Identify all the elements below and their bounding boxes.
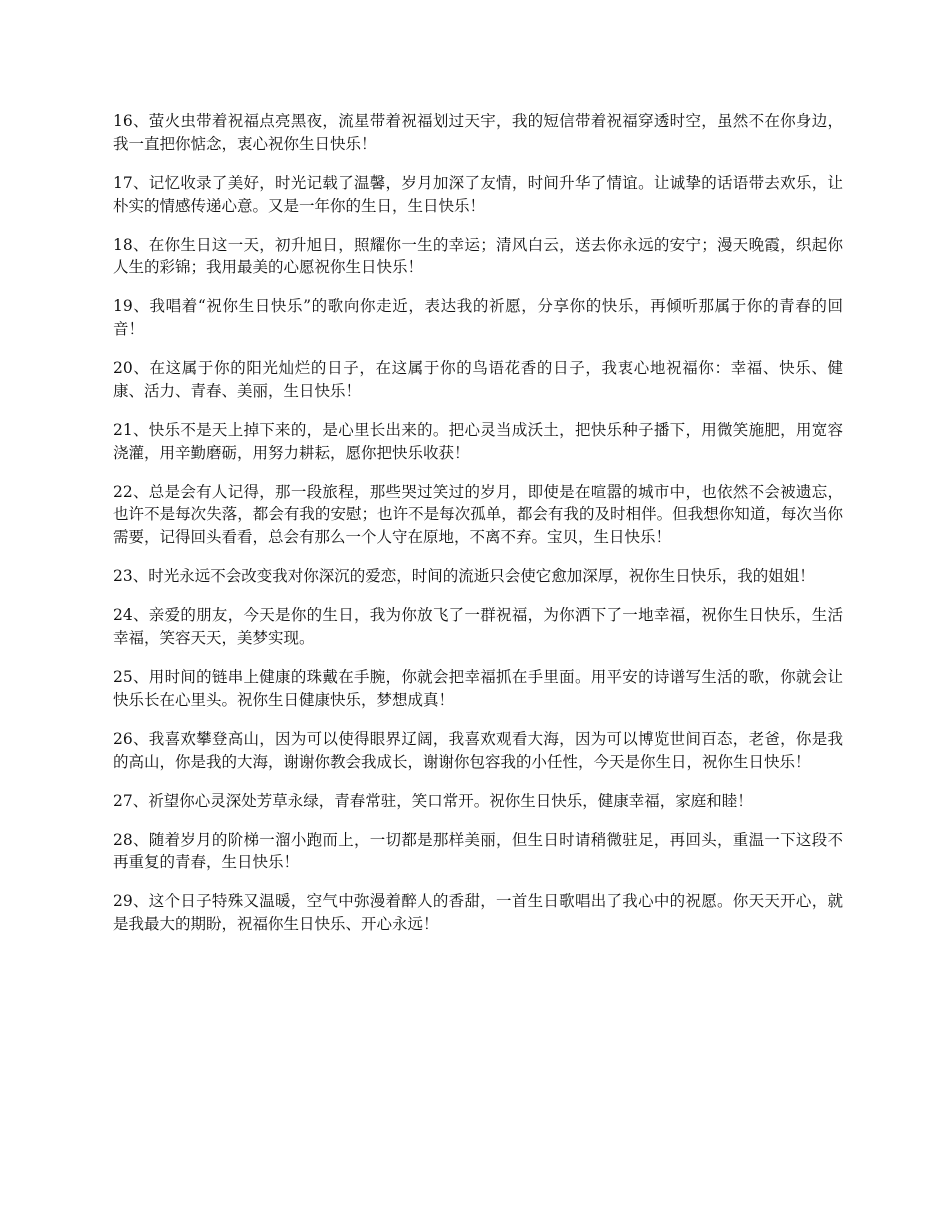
paragraph-18: 18、在你生日这一天，初升旭日，照耀你一生的幸运；清风白云，送去你永远的安宁；漫天晚霞，织起你人生的彩锦；我用最美的心愿祝你生日快乐！	[113, 235, 843, 277]
paragraph-26: 26、我喜欢攀登高山，因为可以使得眼界辽阔，我喜欢观看大海，因为可以博览世间百态，老爸，你是我的高山，你是我的大海，谢谢你教会我成长，谢谢你包容我的小任性，今天是你生日，祝你生日快乐！	[113, 729, 843, 771]
paragraph-28: 28、随着岁月的阶梯一溜小跑而上，一切都是那样美丽，但生日时请稍微驻足，再回头，重温一下这段不再重复的青春，生日快乐！	[113, 830, 843, 872]
paragraph-23: 23、时光永远不会改变我对你深沉的爱恋，时间的流逝只会使它愈加深厚，祝你生日快乐，我的姐姐！	[113, 567, 815, 586]
paragraph-22: 22、总是会有人记得，那一段旅程，那些哭过笑过的岁月，即使是在喧嚣的城市中，也依然不会被遗忘，也许不是每次失落，都会有我的安慰；也许不是每次孤单，都会有我的及时相伴。但我想你知道，每次当你需要，记得回头看看，总会有那么一个人守在原地，不离不弃。宝贝，生日快乐！	[113, 482, 843, 547]
paragraph-24: 24、亲爱的朋友，今天是你的生日，我为你放飞了一群祝福，为你洒下了一地幸福，祝你生日快乐，生活幸福，笑容天天，美梦实现。	[113, 606, 843, 648]
paragraph-27: 27、祈望你心灵深处芳草永绿，青春常驻，笑口常开。祝你生日快乐，健康幸福，家庭和睦！	[113, 791, 753, 810]
paragraph-16: 16、萤火虫带着祝福点亮黑夜，流星带着祝福划过天宇，我的短信带着祝福穿透时空，虽然不在你身边，我一直把你惦念，衷心祝你生日快乐！	[113, 112, 843, 153]
paragraph-25: 25、用时间的链串上健康的珠戴在手腕，你就会把幸福抓在手里面。用平安的诗谱写生活的歌，你就会让快乐长在心里头。祝你生日健康快乐，梦想成真！	[113, 668, 843, 709]
paragraph-19: 19、我唱着“祝你生日快乐”的歌向你走近，表达我的祈愿，分享你的快乐，再倾听那属于你的青春的回音！	[113, 297, 843, 339]
paragraph-17: 17、记忆收录了美好，时光记载了温馨，岁月加深了友情，时间升华了情谊。让诚挚的话语带去欢乐，让朴实的情感传递心意。又是一年你的生日，生日快乐！	[113, 173, 843, 215]
paragraph-29: 29、这个日子特殊又温暖，空气中弥漫着醉人的香甜，一首生日歌唱出了我心中的祝愿。你天天开心，就是我最大的期盼，祝福你生日快乐、开心永远！	[113, 892, 843, 934]
document-body	[113, 110, 843, 952]
paragraph-21: 21、快乐不是天上掉下来的，是心里长出来的。把心灵当成沃土，把快乐种子播下，用微笑施肥，用宽容浇灌，用辛勤磨砺，用努力耕耘，愿你把快乐收获！	[113, 420, 843, 462]
paragraph-20: 20、在这属于你的阳光灿烂的日子，在这属于你的鸟语花香的日子，我衷心地祝福你：幸福、快乐、健康、活力、青春、美丽，生日快乐！	[113, 359, 843, 400]
